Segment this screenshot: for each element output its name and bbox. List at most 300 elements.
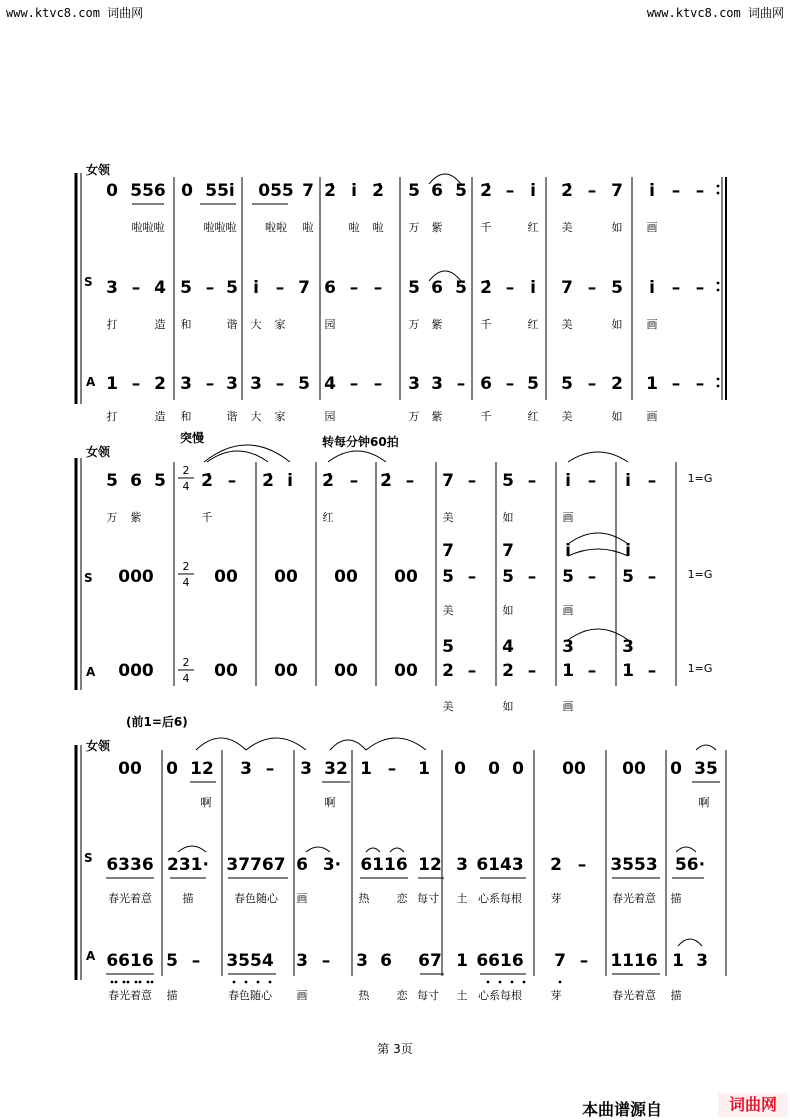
- system2-lead-lyric-4: 美: [442, 511, 454, 524]
- system2-a-lyric-2: 画: [562, 700, 574, 713]
- system1-a-note-20: 2: [611, 374, 623, 394]
- system3-a-lyric-6: 每寸: [417, 989, 439, 1002]
- system2-a-note-2: 00: [274, 661, 298, 681]
- system3-a-note-8: 67: [418, 951, 442, 971]
- system2-lead-note-17: i: [625, 471, 631, 491]
- system2-lead-note-8: –: [349, 471, 359, 491]
- system1-s-note-3: 5: [180, 278, 192, 298]
- system2-lead-lyric-2: 千: [201, 511, 213, 524]
- system3-lead-note-5: 3: [300, 759, 312, 779]
- tempo-change: 转每分钟60拍: [322, 435, 399, 449]
- system1-lead-note-20: –: [695, 181, 705, 201]
- system1-s-lyric-11: 美: [561, 318, 573, 331]
- system1-lead-lyric-9: 红: [527, 221, 539, 234]
- system3-a-lyric-4: 热: [358, 989, 370, 1002]
- low-octave-dot: [147, 981, 150, 984]
- system3-s-lyric-9: 芽: [550, 892, 562, 905]
- system3-s-lyric-6: 每寸: [417, 892, 439, 905]
- system2-a-note-5: 5: [442, 637, 454, 657]
- system3-s-lyric-8: 心系每根: [478, 892, 522, 905]
- system1-a-note-12: 3: [408, 374, 420, 394]
- system2-s-label: S: [84, 571, 93, 585]
- system1-s-note-11: –: [373, 278, 383, 298]
- system3-s-note-8: 6143: [476, 855, 524, 875]
- low-octave-dot: [559, 981, 562, 984]
- system1-a-lyric-7: 万: [408, 410, 420, 423]
- system2-lead-note-0: 5: [106, 471, 118, 491]
- system1-a-lyric-3: 谐: [226, 410, 238, 423]
- system1-lead-note-0: 0: [106, 181, 118, 201]
- system3-a-lyric-2: 春色随心: [228, 989, 272, 1002]
- low-octave-dot: [257, 981, 260, 984]
- system1-a-note-15: 6: [480, 374, 492, 394]
- system3-s-lyric-0: 春光着意: [108, 892, 152, 905]
- system2-lead-note-1: 6: [130, 471, 142, 491]
- system1-a-note-6: 3: [250, 374, 262, 394]
- system3-a-label: A: [86, 949, 96, 963]
- system2-a-note-8: 4: [502, 637, 514, 657]
- low-octave-dot: [245, 981, 248, 984]
- system3-a-note-10: 6616: [476, 951, 524, 971]
- system1-s-note-13: 6: [431, 278, 443, 298]
- system3-a-note-15: 3: [696, 951, 708, 971]
- system3-a-note-6: 3: [356, 951, 368, 971]
- footer-logo[interactable]: 词曲网: [718, 1093, 788, 1117]
- system2-key-sig-0: 1=G: [687, 472, 713, 485]
- system3-lead-note-13: 00: [562, 759, 586, 779]
- system1-lead-note-3: 55i: [205, 181, 235, 201]
- system3-lead-note-0: 00: [118, 759, 142, 779]
- system2-s-note-14: i: [625, 541, 631, 561]
- system3-s-note-5: 6116: [360, 855, 408, 875]
- system1-a-note-5: 3: [226, 374, 238, 394]
- system3-s-note-12: 56·: [674, 855, 706, 875]
- system3-lead-slur: [246, 738, 306, 750]
- system3-a-note-14: 1: [672, 951, 684, 971]
- system1-a-note-1: –: [131, 374, 141, 394]
- system3-s-note-2: 37767: [226, 855, 286, 875]
- system1-lead-lyric-2: 啦啦: [265, 221, 287, 234]
- system2-lead-note-7: 2̇: [322, 471, 334, 491]
- system2-lead-note-11: 7: [442, 471, 454, 491]
- tempo-sudden-slow: 突慢: [180, 431, 205, 445]
- system2-s-lyric-2: 画: [562, 604, 574, 617]
- low-octave-dot: [151, 981, 154, 984]
- system1-lead-note-17: 7: [611, 181, 623, 201]
- system3-a-slur: [678, 939, 702, 946]
- system3-s-lyric-2: 春色随心: [234, 892, 278, 905]
- system1-s-note-17: i: [530, 278, 536, 298]
- system1-a-note-8: 5: [298, 374, 310, 394]
- system3-lead-lyric-2: 啊: [698, 796, 710, 809]
- system1-s-lyric-6: 园: [324, 318, 336, 331]
- system2-s-slur: [568, 533, 628, 544]
- system2-a-note-0: 000: [118, 661, 154, 681]
- system1-s-note-14: 5: [455, 278, 467, 298]
- system2-a-lyric-0: 美: [442, 700, 454, 713]
- system1-a-note-13: 3: [431, 374, 443, 394]
- repeat-dot: [717, 385, 720, 388]
- system1-lead-note-10: 6: [431, 181, 443, 201]
- system3-a-note-11: 7: [554, 951, 566, 971]
- system1-a-lyric-6: 园: [324, 410, 336, 423]
- time-sig-top-2: 2: [182, 656, 190, 669]
- system2-s-note-16: –: [647, 567, 657, 587]
- system2-s-note-2: 00: [274, 567, 298, 587]
- low-octave-dot: [127, 981, 130, 984]
- system1-s-lyric-5: 家: [274, 318, 286, 331]
- system2-lead-lyric-0: 万: [106, 511, 118, 524]
- system1-lead-note-19: –: [671, 181, 681, 201]
- system2-lead-slur: [328, 451, 386, 462]
- system3-a-lyric-10: 春光着意: [612, 989, 656, 1002]
- system3-lead-slur: [330, 740, 366, 750]
- system1-s-note-5: 5: [226, 278, 238, 298]
- system2-lead-note-18: –: [647, 471, 657, 491]
- system2-s-note-9: 5: [502, 567, 514, 587]
- system2-lead-lyric-1: 紫: [130, 511, 142, 524]
- repeat-dot: [717, 185, 720, 188]
- system1-a-note-18: 5: [561, 374, 573, 394]
- system3-lead-note-15: 0: [670, 759, 682, 779]
- system3-s-slur: [366, 848, 380, 852]
- system2-a-note-12: 1: [562, 661, 574, 681]
- system1-s-lyric-0: 打: [106, 318, 118, 331]
- system3-s-lyric-5: 恋: [396, 892, 408, 905]
- system3-a-lyric-3: 画: [296, 989, 308, 1002]
- header-right-site[interactable]: www.ktvc8.com: [646, 6, 741, 20]
- system1-s-note-0: 3: [106, 278, 118, 298]
- header-right-name: 词曲网: [747, 6, 784, 20]
- low-octave-dot: [487, 981, 490, 984]
- system1-lead-note-12: 2̇: [480, 181, 492, 201]
- system1-lead-lyric-0: 啦啦啦: [131, 221, 165, 234]
- system1-a-note-17: 5: [527, 374, 539, 394]
- system3-lead-slur: [696, 745, 716, 750]
- system3-lead-lyric-0: 啊: [200, 796, 212, 809]
- system1-s-lyric-12: 如: [611, 318, 623, 331]
- system2-s-note-8: 7: [502, 541, 514, 561]
- system1-lead-note-2: 0: [181, 181, 193, 201]
- system1-a-note-22: –: [671, 374, 681, 394]
- system1-a-lyric-13: 画: [646, 410, 658, 423]
- low-octave-dot: [233, 981, 236, 984]
- low-octave-dot: [115, 981, 118, 984]
- system3-a-lyric-0: 春光着意: [108, 989, 152, 1002]
- system1-lead-note-1: 556: [130, 181, 166, 201]
- system2-a-note-6: 2: [442, 661, 454, 681]
- system3-s-lyric-10: 春光着意: [612, 892, 656, 905]
- system1-s-note-19: –: [587, 278, 597, 298]
- footer-source: 本曲谱源自: [582, 1100, 663, 1119]
- system1-s-lyric-9: 千: [480, 318, 492, 331]
- time-sig-bottom-2: 4: [182, 672, 190, 685]
- system3-a-note-0: 6616: [106, 951, 154, 971]
- system3-a-note-12: –: [579, 951, 589, 971]
- system3-lead-lyric-1: 啊: [324, 796, 336, 809]
- low-octave-dot: [269, 981, 272, 984]
- system1-lead-lyric-4: 啦: [348, 221, 360, 234]
- system3-a-note-3: 3554: [226, 951, 274, 971]
- system2-lead-lyric-6: 画: [562, 511, 574, 524]
- system2-lead-slur: [568, 452, 628, 462]
- system3-a-note-5: –: [321, 951, 331, 971]
- system2-s-note-0: 000: [118, 567, 154, 587]
- system1-lead-note-4: 055: [258, 181, 294, 201]
- system3-lead-note-16: 35: [694, 759, 718, 779]
- system3-lead-note-2: 12: [190, 759, 214, 779]
- system3-lead-note-1: 0: [166, 759, 178, 779]
- system3-s-slur: [306, 847, 330, 852]
- system3-s-label: S: [84, 851, 93, 865]
- system2-lead-note-12: –: [467, 471, 477, 491]
- system1-s-note-7: –: [275, 278, 285, 298]
- system1-a-lyric-4: 大: [250, 410, 262, 423]
- header-left-site[interactable]: www.ktvc8.com: [6, 6, 100, 20]
- system2-s-note-10: –: [527, 567, 537, 587]
- system3-a-lyric-5: 恋: [396, 989, 408, 1002]
- header-left-name: 词曲网: [107, 6, 144, 20]
- system1-s-note-20: 5: [611, 278, 623, 298]
- time-sig-top-0: 2: [182, 464, 190, 477]
- system1-a-lyric-1: 造: [154, 410, 166, 423]
- system2-s-note-7: –: [467, 567, 477, 587]
- system1-a-note-0: 1: [106, 374, 118, 394]
- system1-s-lyric-8: 紫: [431, 318, 443, 331]
- system2-lead-note-6: i: [287, 471, 293, 491]
- system2-key-sig-1: 1=G: [687, 568, 713, 581]
- system3-s-slur: [390, 848, 404, 852]
- system2-lead-lyric-5: 如: [502, 511, 514, 524]
- system2-a-note-10: –: [527, 661, 537, 681]
- system3-a-note-4: 3: [296, 951, 308, 971]
- system3-s-note-9: 2: [550, 855, 562, 875]
- system2-s-slur-inner: [568, 549, 628, 556]
- system2-s-note-6: 5: [442, 567, 454, 587]
- system2-a-lyric-1: 如: [502, 700, 514, 713]
- system2-s-lyric-0: 美: [442, 604, 454, 617]
- system1-lead-lyric-7: 紫: [431, 221, 443, 234]
- system2-s-lyric-1: 如: [502, 604, 514, 617]
- system1-lead-note-7: i: [351, 181, 357, 201]
- system1-s-note-9: 6: [324, 278, 336, 298]
- system3-lead-note-9: 1: [418, 759, 430, 779]
- system3-lead-note-11: 0: [488, 759, 500, 779]
- system1-s-lyric-4: 大: [250, 318, 262, 331]
- system1-s-lyric-3: 谐: [226, 318, 238, 331]
- system3-s-slur: [676, 847, 696, 852]
- system1-s-note-8: 7: [298, 278, 310, 298]
- system1-lead-note-14: i: [530, 181, 536, 201]
- system3-s-note-0: 6336: [106, 855, 154, 875]
- system2-lead-note-3: 2̇: [201, 471, 213, 491]
- system2-lead-note-5: 2̇: [262, 471, 274, 491]
- repeat-dot: [717, 378, 720, 381]
- system1-s-lyric-13: 画: [646, 318, 658, 331]
- system2-lead-note-15: i: [565, 471, 571, 491]
- system1-s-note-16: –: [505, 278, 515, 298]
- system1-lead-note-16: –: [587, 181, 597, 201]
- system1-a-lyric-2: 和: [180, 410, 192, 423]
- system2-lead-label: 女领: [86, 445, 111, 459]
- system1-a-note-4: –: [205, 374, 215, 394]
- system1-a-lyric-10: 红: [527, 410, 539, 423]
- system3-s-lyric-4: 热: [358, 892, 370, 905]
- system2-a-slur: [568, 629, 628, 640]
- system1-s-label: S: [84, 275, 93, 289]
- system2-a-note-1: 00: [214, 661, 238, 681]
- system1-a-note-19: –: [587, 374, 597, 394]
- system1-lead-lyric-6: 万: [408, 221, 420, 234]
- system1-s-lyric-10: 红: [527, 318, 539, 331]
- system1-s-note-22: –: [671, 278, 681, 298]
- system2-lead-note-13: 5: [502, 471, 514, 491]
- low-octave-dot: [499, 981, 502, 984]
- system3-s-note-7: 3: [456, 855, 468, 875]
- system1-lead-lyric-1: 啦啦啦: [203, 221, 237, 234]
- system3-a-note-7: 6: [380, 951, 392, 971]
- low-octave-dot: [139, 981, 142, 984]
- system2-s-note-5: 7: [442, 541, 454, 561]
- system1-a-lyric-11: 美: [561, 410, 573, 423]
- repeat-dot: [717, 289, 720, 292]
- repeat-dot: [717, 282, 720, 285]
- low-octave-dot: [511, 981, 514, 984]
- system1-a-note-11: –: [373, 374, 383, 394]
- system1-lead-lyric-3: 啦: [302, 221, 314, 234]
- system1-a-note-16: –: [505, 374, 515, 394]
- system1-lead-note-15: 2̇: [561, 181, 573, 201]
- system1-lead-note-9: 5: [408, 181, 420, 201]
- system1-lead-note-13: –: [505, 181, 515, 201]
- system3-a-note-13: 1116: [610, 951, 658, 971]
- system3-lead-note-12: 0: [512, 759, 524, 779]
- system1-a-lyric-8: 紫: [431, 410, 443, 423]
- time-sig-bottom-1: 4: [182, 576, 190, 589]
- system1-a-note-23: –: [695, 374, 705, 394]
- system2-lead-note-4: –: [227, 471, 237, 491]
- low-octave-dot: [111, 981, 114, 984]
- system1-lead-note-8: 2̇: [372, 181, 384, 201]
- system2-a-note-7: –: [467, 661, 477, 681]
- system2-lead-note-2: 5: [154, 471, 166, 491]
- system2-s-note-13: –: [587, 567, 597, 587]
- key-change-note: (前1=后6): [126, 715, 188, 729]
- system1-s-note-10: –: [349, 278, 359, 298]
- system1-a-note-7: –: [275, 374, 285, 394]
- system2-a-note-3: 00: [334, 661, 358, 681]
- system2-s-note-12: 5: [562, 567, 574, 587]
- system1-a-note-10: –: [349, 374, 359, 394]
- system2-s-note-1: 00: [214, 567, 238, 587]
- system3-s-note-6: 12: [418, 855, 442, 875]
- time-sig-bottom-0: 4: [182, 480, 190, 493]
- low-octave-dot: [523, 981, 526, 984]
- system3-lead-note-10: 0: [454, 759, 466, 779]
- system1-a-lyric-9: 千: [480, 410, 492, 423]
- system1-s-note-15: 2̇: [480, 278, 492, 298]
- system3-lead-note-6: 32: [324, 759, 348, 779]
- system3-lead-note-8: –: [387, 759, 397, 779]
- system1-lead-note-11: 5: [455, 181, 467, 201]
- repeat-dot: [717, 192, 720, 195]
- system3-lead-note-4: –: [265, 759, 275, 779]
- time-sig-top-1: 2: [182, 560, 190, 573]
- system3-lead-slur: [196, 738, 246, 750]
- system3-lead-note-14: 00: [622, 759, 646, 779]
- system1-lead-lyric-12: 画: [646, 221, 658, 234]
- system1-lead-lyric-10: 美: [561, 221, 573, 234]
- system3-s-slur: [178, 846, 206, 852]
- system2-a-note-13: –: [587, 661, 597, 681]
- system1-lead-lyric-11: 如: [611, 221, 623, 234]
- system3-a-note-9: 1: [456, 951, 468, 971]
- system3-s-note-3: 6: [296, 855, 308, 875]
- system2-lead-slur: [207, 451, 268, 462]
- system1-s-note-1: –: [131, 278, 141, 298]
- system1-s-note-23: –: [695, 278, 705, 298]
- system1-lead-note-5: 7: [302, 181, 314, 201]
- system1-s-note-4: –: [205, 278, 215, 298]
- system1-a-note-14: –: [456, 374, 466, 394]
- system1-lead-lyric-5: 啦: [372, 221, 384, 234]
- system3-s-lyric-11: 描: [670, 892, 682, 905]
- system2-a-note-16: –: [647, 661, 657, 681]
- system1-a-note-3: 3: [180, 374, 192, 394]
- low-octave-dot: [135, 981, 138, 984]
- system2-s-note-3: 00: [334, 567, 358, 587]
- system2-s-note-11: i: [565, 541, 571, 561]
- system1-s-lyric-7: 万: [408, 318, 420, 331]
- system3-s-lyric-7: 土: [456, 892, 468, 905]
- low-octave-dot: [123, 981, 126, 984]
- system2-a-label: A: [86, 665, 96, 679]
- system3-lead-note-3: 3: [240, 759, 252, 779]
- system1-a-lyric-0: 打: [106, 410, 118, 423]
- system3-a-lyric-1: 描: [166, 989, 178, 1002]
- system2-key-sig-2: 1=G: [687, 662, 713, 675]
- system3-a-lyric-11: 描: [670, 989, 682, 1002]
- system2-lead-note-16: –: [587, 471, 597, 491]
- system2-lead-note-14: –: [527, 471, 537, 491]
- system1-a-label: A: [86, 375, 96, 389]
- system1-s-note-12: 5: [408, 278, 420, 298]
- system1-a-note-21: 1: [646, 374, 658, 394]
- system2-a-note-11: 3: [562, 637, 574, 657]
- system1-a-lyric-5: 家: [274, 410, 286, 423]
- system2-a-note-9: 2: [502, 661, 514, 681]
- system3-lead-note-7: 1: [360, 759, 372, 779]
- system3-a-lyric-7: 土: [456, 989, 468, 1002]
- system3-a-note-1: 5: [166, 951, 178, 971]
- system2-lead-note-10: –: [405, 471, 415, 491]
- system2-a-note-14: 3: [622, 637, 634, 657]
- system2-lead-slur-long: [204, 445, 290, 462]
- system1-lead-note-18: i: [649, 181, 655, 201]
- system1-lead-note-6: 2̇: [324, 181, 336, 201]
- system2-a-note-4: 00: [394, 661, 418, 681]
- system1-s-lyric-2: 和: [180, 318, 192, 331]
- system3-s-note-10: –: [577, 855, 587, 875]
- system3-lead-slur: [366, 738, 426, 750]
- system1-a-lyric-12: 如: [611, 410, 623, 423]
- system1-lead-label: 女领: [86, 163, 111, 177]
- system3-s-lyric-1: 描: [182, 892, 194, 905]
- system3-s-lyric-3: 画: [296, 892, 308, 905]
- system3-s-note-11: 3553: [610, 855, 658, 875]
- system2-s-note-15: 5: [622, 567, 634, 587]
- system1-s-note-21: i: [649, 278, 655, 298]
